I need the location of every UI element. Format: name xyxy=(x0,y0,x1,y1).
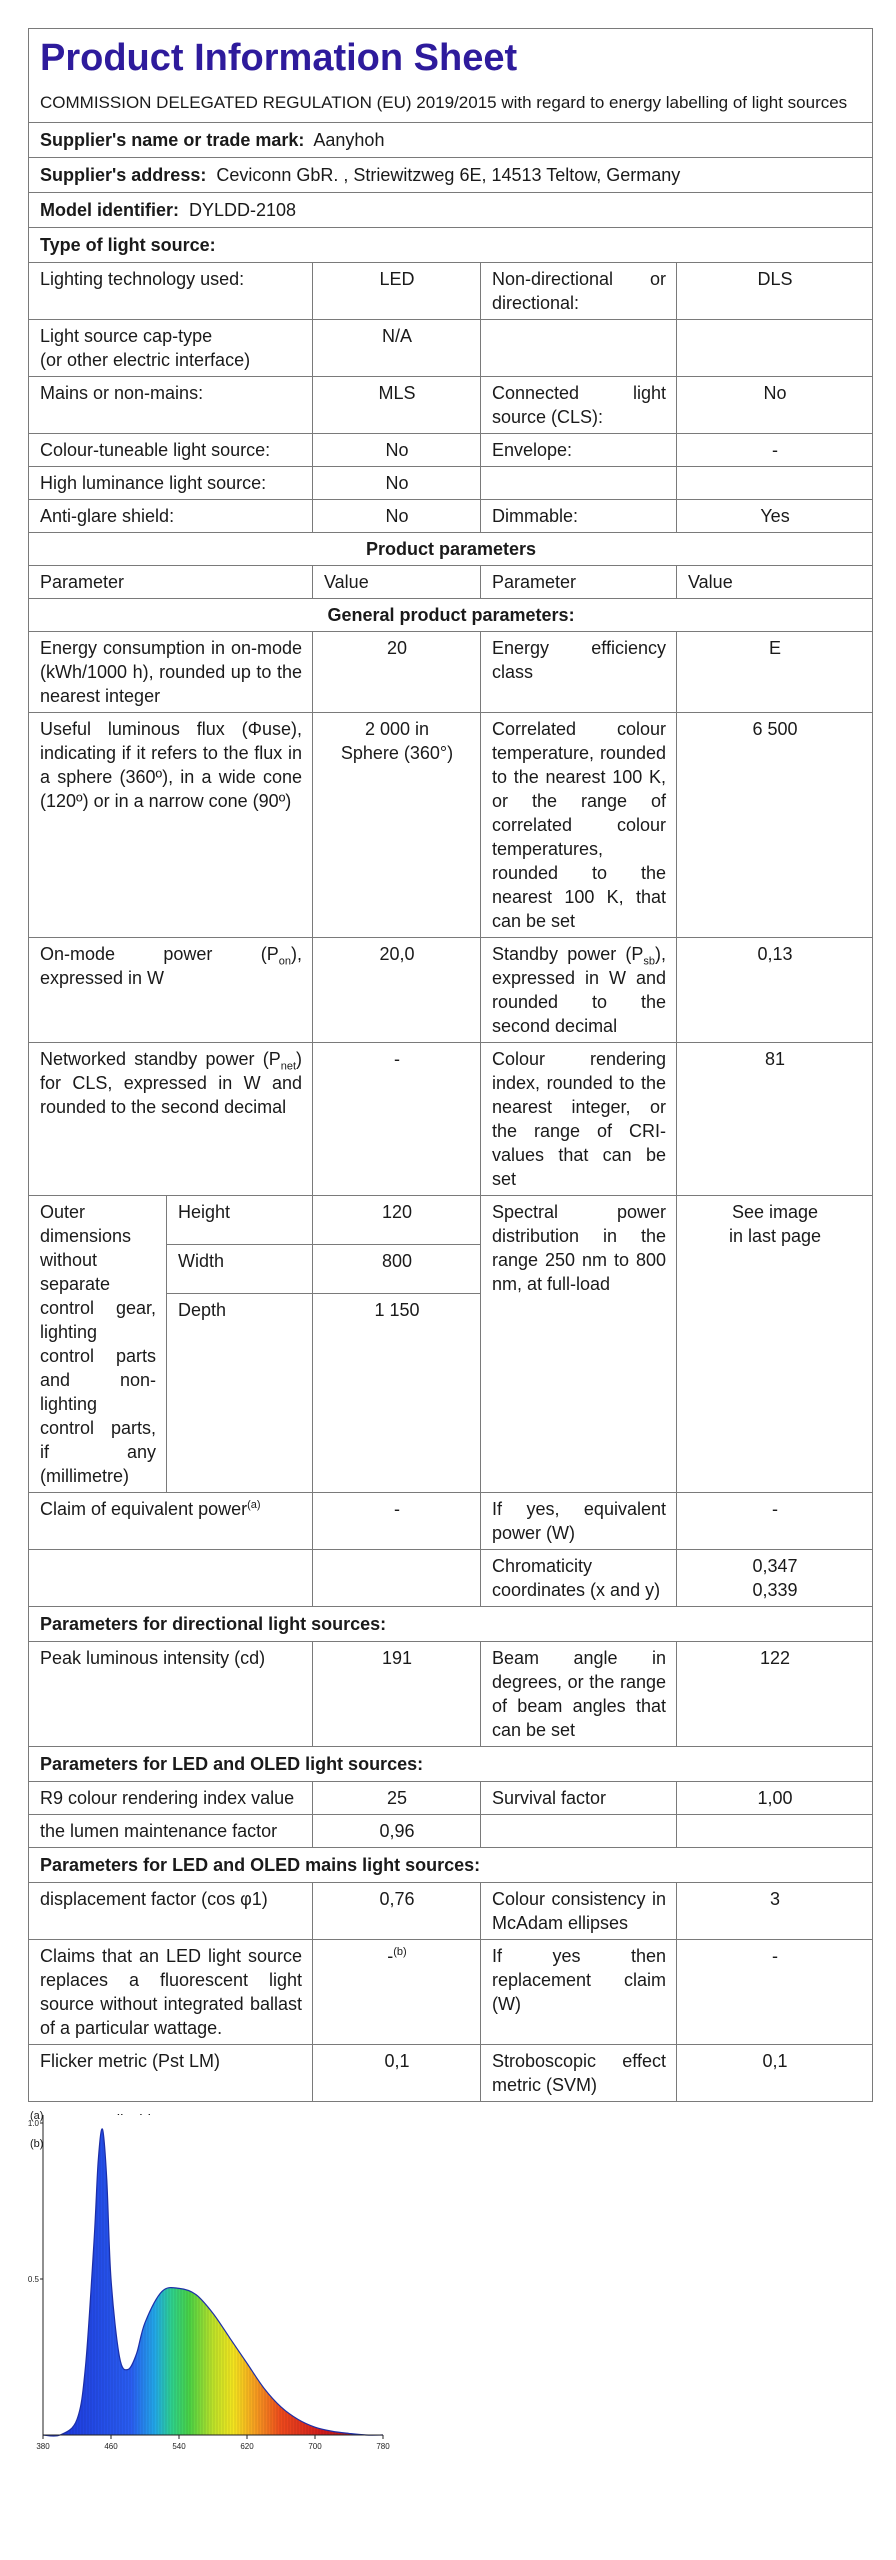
cri-value: 81 xyxy=(677,1043,873,1196)
title-block xyxy=(29,29,873,123)
type-heading: Type of light source: xyxy=(29,228,873,263)
displacement-value: 0,76 xyxy=(313,1883,481,1940)
survival-label: Survival factor xyxy=(481,1782,677,1815)
height-label: Height xyxy=(167,1196,313,1245)
x-tick-label: 780 xyxy=(376,2442,390,2451)
tech-value: LED xyxy=(313,263,481,320)
model-identifier: DYLDD-2108 xyxy=(189,200,297,220)
luminous-flux-label: Useful luminous flux (Φuse), indicating if it refers to the flux in a sphere (360º), in a wide cone (120º) or in a narrow cone (90º) xyxy=(29,713,313,938)
flicker-label: Flicker metric (Pst LM) xyxy=(29,2045,313,2102)
equivalent-power-value: - xyxy=(313,1493,481,1550)
col-header-value: Value xyxy=(313,566,481,599)
replacement-value: - xyxy=(677,1940,873,2045)
equivalent-power-label: Claim of equivalent power$^{(a)}$ xyxy=(29,1493,313,1550)
supplier-address-row: Supplier's address: Ceviconn GbR. , Striewitzweg 6E, 14513 Teltow, Germany xyxy=(29,158,873,193)
regulation-subtitle: COMMISSION DELEGATED REGULATION (EU) 2019/2015 with regard to energy labelling of light sources xyxy=(40,93,848,112)
r9-value: 25 xyxy=(313,1782,481,1815)
spd-label: Spectral power distribution in the range 250 nm to 800 nm, at full-load xyxy=(481,1196,677,1493)
x-tick-label: 700 xyxy=(308,2442,322,2451)
led-mains-heading: Parameters for LED and OLED mains light sources: xyxy=(29,1848,873,1883)
col-header-value-2: Value xyxy=(677,566,873,599)
cap-type-label: Light source cap-type (or other electric interface) xyxy=(29,320,313,377)
chromaticity-label: Chromaticity coordinates (x and y) xyxy=(481,1550,677,1607)
supplier-name: Aanyhoh xyxy=(313,130,385,150)
mains-value: MLS xyxy=(313,377,481,434)
outer-dimensions-label: Outer dimensions without separate control gear, lighting control parts and non-lighting control parts, if any (millimetre) xyxy=(29,1196,167,1493)
footnote-a: (a) xyxy=(30,2110,44,2122)
cct-value: 6 500 xyxy=(677,713,873,938)
cls-value: No xyxy=(677,377,873,434)
cap-type-value: N/A xyxy=(313,320,481,377)
x-tick-label: 620 xyxy=(240,2442,254,2451)
spectral-power-distribution-chart xyxy=(28,2105,398,2465)
energy-class-label: Energy efficiency class xyxy=(481,632,677,713)
energy-consumption-value: 20 xyxy=(313,632,481,713)
width-label: Width xyxy=(167,1245,313,1294)
depth-value: 1 150 xyxy=(313,1294,481,1493)
r9-label: R9 colour rendering index value xyxy=(29,1782,313,1815)
displacement-label: displacement factor (cos φ1) xyxy=(29,1883,313,1940)
colour-tune-value: No xyxy=(313,434,481,467)
beam-angle-label: Beam angle in degrees, or the range of beam angles that can be set xyxy=(481,1642,677,1747)
height-value: 120 xyxy=(313,1196,481,1245)
width-value: 800 xyxy=(313,1245,481,1294)
cct-label: Correlated colour temperature, rounded to the nearest 100 K, or the range of correlated colour temperatures, rounded to the nearest 100 K, that can be set xyxy=(481,713,677,938)
cls-label: Connected light source (CLS): xyxy=(481,377,677,434)
standby-power-value: 0,13 xyxy=(677,938,873,1043)
led-heading: Parameters for LED and OLED light sources: xyxy=(29,1747,873,1782)
mcadam-value: 3 xyxy=(677,1883,873,1940)
anti-glare-label: Anti-glare shield: xyxy=(29,500,313,533)
colour-tune-label: Colour-tuneable light source: xyxy=(29,434,313,467)
luminous-flux-value: 2 000 in Sphere (360°) xyxy=(313,713,481,938)
directional-heading: Parameters for directional light sources: xyxy=(29,1607,873,1642)
high-lum-label: High luminance light source: xyxy=(29,467,313,500)
equivalent-power-w-value: - xyxy=(677,1493,873,1550)
spd-value: See image in last page xyxy=(677,1196,873,1493)
svm-value: 0,1 xyxy=(677,2045,873,2102)
directional-value: DLS xyxy=(677,263,873,320)
peak-intensity-value: 191 xyxy=(313,1642,481,1747)
lumen-maintenance-label: the lumen maintenance factor xyxy=(29,1815,313,1848)
lumen-maintenance-value: 0,96 xyxy=(313,1815,481,1848)
claim-label: Claims that an LED light source replaces a fluorescent light source without integrated ballast of a particular wattage. xyxy=(29,1940,313,2045)
energy-class-value: E xyxy=(677,632,873,713)
supplier-address: Ceviconn GbR. , Striewitzweg 6E, 14513 Teltow, Germany xyxy=(216,165,681,185)
y-tick-label: 1.0 xyxy=(28,2119,39,2128)
supplier-name-row: Supplier's name or trade mark: Aanyhoh xyxy=(29,123,873,158)
y-tick-label: 0.5 xyxy=(28,2275,39,2284)
envelope-value: - xyxy=(677,434,873,467)
cri-label: Colour rendering index, rounded to the nearest integer, or the range of CRI-values that can be set xyxy=(481,1043,677,1196)
tech-label: Lighting technology used: xyxy=(29,263,313,320)
product-params-heading: Product parameters xyxy=(29,533,873,566)
standby-power-label: Standby power $(P_{sb})$, expressed in W and rounded to the second decimal xyxy=(481,938,677,1043)
x-tick-label: 540 xyxy=(172,2442,186,2451)
equivalent-power-w-label: If yes, equivalent power (W) xyxy=(481,1493,677,1550)
spd-svg xyxy=(28,2105,398,2465)
high-lum-value: No xyxy=(313,467,481,500)
on-mode-power-value: 20,0 xyxy=(313,938,481,1043)
networked-standby-label: Networked standby power $(P_{net})$ for CLS, expressed in W and rounded to the second decimal xyxy=(29,1043,313,1196)
footnote-b: (b) xyxy=(30,2138,44,2150)
x-tick-label: 460 xyxy=(104,2442,118,2451)
envelope-label: Envelope: xyxy=(481,434,677,467)
survival-value: 1,00 xyxy=(677,1782,873,1815)
product-information-sheet xyxy=(28,28,872,2166)
col-header-param: Parameter xyxy=(29,566,313,599)
claim-value: -$^{(b)}$ xyxy=(313,1940,481,2045)
depth-label: Depth xyxy=(167,1294,313,1493)
dimmable-value: Yes xyxy=(677,500,873,533)
mains-label: Mains or non-mains: xyxy=(29,377,313,434)
beam-angle-value: 122 xyxy=(677,1642,873,1747)
flicker-value: 0,1 xyxy=(313,2045,481,2102)
model-identifier-row: Model identifier: DYLDD-2108 xyxy=(29,193,873,228)
svm-label: Stroboscopic effect metric (SVM) xyxy=(481,2045,677,2102)
replacement-label: If yes then replacement claim (W) xyxy=(481,1940,677,2045)
col-header-param-2: Parameter xyxy=(481,566,677,599)
general-params-heading: General product parameters: xyxy=(29,599,873,632)
directional-label: Non-directional or directional: xyxy=(481,263,677,320)
networked-standby-value: - xyxy=(313,1043,481,1196)
dimmable-label: Dimmable: xyxy=(481,500,677,533)
mcadam-label: Colour consistency in McAdam ellipses xyxy=(481,1883,677,1940)
on-mode-power-label: On-mode power $(P_{on})$, expressed in W xyxy=(29,938,313,1043)
energy-consumption-label: Energy consumption in on-mode (kWh/1000 h), rounded up to the nearest integer xyxy=(29,632,313,713)
anti-glare-value: No xyxy=(313,500,481,533)
peak-intensity-label: Peak luminous intensity (cd) xyxy=(29,1642,313,1747)
page-title: Product Information Sheet xyxy=(40,37,518,79)
x-tick-label: 380 xyxy=(36,2442,50,2451)
info-table xyxy=(28,28,873,2102)
chromaticity-value: 0,347 0,339 xyxy=(677,1550,873,1607)
